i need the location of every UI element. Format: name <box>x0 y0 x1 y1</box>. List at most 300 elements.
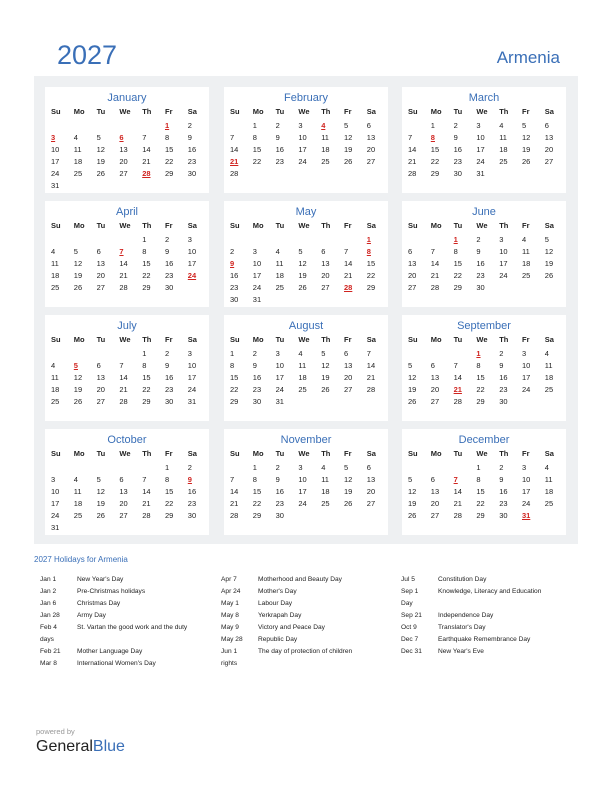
week-row <box>230 144 390 156</box>
day-cell: 29 <box>476 397 485 407</box>
empty-cell <box>51 120 74 132</box>
day-cell: 17 <box>298 145 307 155</box>
week-row <box>230 462 390 474</box>
day-cell: 9 <box>275 475 280 485</box>
day-cell: 30 <box>187 511 197 521</box>
weekday-label: Tu <box>453 107 463 116</box>
day-cell: 24 <box>298 157 307 167</box>
empty-cell <box>431 234 454 246</box>
weekday-label: Tu <box>96 107 106 116</box>
day-cell: 10 <box>187 361 197 371</box>
week-row <box>230 348 390 360</box>
week-row <box>408 234 568 246</box>
weekday-header <box>51 335 211 344</box>
day-cell: 25 <box>73 169 83 179</box>
day-cell: 5 <box>408 475 413 485</box>
empty-cell <box>230 120 253 132</box>
holiday-name: Army Day <box>77 612 106 619</box>
day-cell: 5 <box>544 235 549 244</box>
holiday-date: Jan 6 <box>40 600 57 607</box>
empty-cell <box>276 234 299 246</box>
day-cell: 27 <box>343 385 353 395</box>
day-cell: 27 <box>408 283 417 293</box>
day-cell: 1 <box>142 349 147 358</box>
weekday-label: Sa <box>366 107 376 116</box>
month-name: May <box>295 206 317 218</box>
day-cell: 24 <box>187 271 197 281</box>
day-cell: 28 <box>119 397 128 407</box>
day-cell: 28 <box>453 511 462 521</box>
holiday-date: Apr 7 <box>221 576 237 583</box>
empty-cell <box>230 462 253 474</box>
day-cell: 19 <box>298 271 307 281</box>
weekday-label: Th <box>142 107 152 116</box>
day-cell: 1 <box>430 121 435 130</box>
day-cell: 15 <box>164 487 174 497</box>
empty-cell <box>298 294 321 306</box>
week-row <box>51 270 211 282</box>
day-cell: 23 <box>187 499 197 509</box>
empty-cell <box>51 462 74 474</box>
day-cell: 7 <box>119 361 124 371</box>
day-cell: 21 <box>142 499 151 509</box>
holiday-row <box>401 622 576 634</box>
month-may <box>224 201 388 307</box>
weekday-label: Th <box>499 107 509 116</box>
weekday-label: We <box>476 449 488 458</box>
empty-cell <box>321 294 344 306</box>
day-cell: 17 <box>521 373 531 383</box>
weekday-label: Fr <box>521 449 530 458</box>
holiday-row <box>401 586 576 598</box>
empty-cell <box>119 234 142 246</box>
day-cell: 10 <box>187 247 197 257</box>
week-row <box>230 486 390 498</box>
weekday-label: Mo <box>252 335 264 344</box>
weekday-label: Tu <box>275 449 285 458</box>
weekday-label: Su <box>230 221 240 230</box>
day-cell: 22 <box>366 271 376 281</box>
weekday-label: Tu <box>453 335 463 344</box>
weekday-header <box>230 449 390 458</box>
weekday-label: We <box>119 107 131 116</box>
weekday-label: Tu <box>96 449 106 458</box>
day-cell: 31 <box>187 397 197 407</box>
day-cell: 23 <box>164 271 174 281</box>
day-cell: 7 <box>453 475 458 485</box>
day-cell: 21 <box>453 385 462 395</box>
day-cell: 4 <box>499 121 504 130</box>
weekday-label: Mo <box>430 335 442 344</box>
day-cell: 12 <box>343 475 353 485</box>
day-cell: 2 <box>187 121 192 130</box>
holiday-date: Apr 24 <box>221 588 241 595</box>
day-cell: 27 <box>366 157 376 167</box>
days-grid <box>230 234 390 307</box>
day-cell: 4 <box>521 235 527 244</box>
week-row <box>230 234 390 246</box>
day-cell: 19 <box>96 157 105 167</box>
week-row <box>408 246 568 258</box>
weekday-label: We <box>298 107 310 116</box>
day-cell: 23 <box>275 157 284 167</box>
day-cell: 12 <box>73 259 83 269</box>
day-cell: 26 <box>343 157 353 167</box>
day-cell: 20 <box>343 373 353 383</box>
day-cell: 5 <box>298 247 303 257</box>
week-row <box>230 396 390 408</box>
week-row <box>230 510 390 522</box>
weekday-label: Mo <box>73 107 85 116</box>
day-cell: 13 <box>96 373 105 383</box>
day-cell: 30 <box>275 511 284 521</box>
empty-cell <box>344 234 367 246</box>
day-cell: 29 <box>142 397 151 407</box>
day-cell: 1 <box>142 235 147 244</box>
day-cell: 21 <box>453 499 462 509</box>
day-cell: 3 <box>51 133 56 143</box>
weekday-label: Fr <box>343 449 352 458</box>
day-cell: 25 <box>521 271 531 281</box>
day-cell: 5 <box>343 463 349 472</box>
day-cell: 1 <box>252 121 257 130</box>
day-cell: 28 <box>453 397 462 407</box>
day-cell: 1 <box>252 463 257 472</box>
day-cell: 27 <box>321 283 330 293</box>
holiday-date: Dec 7 <box>401 636 419 643</box>
empty-cell <box>165 180 188 192</box>
week-row <box>408 360 568 372</box>
week-row <box>408 258 568 270</box>
day-cell: 29 <box>366 283 376 293</box>
day-cell: 15 <box>164 145 174 155</box>
weekday-label: Th <box>499 335 509 344</box>
week-row <box>51 360 211 372</box>
day-cell: 17 <box>275 373 284 383</box>
weekday-label: Sa <box>187 335 197 344</box>
day-cell: 1 <box>164 121 170 130</box>
day-cell: 24 <box>275 385 284 395</box>
day-cell: 20 <box>321 271 330 281</box>
empty-cell <box>298 510 321 522</box>
day-cell: 9 <box>453 133 458 143</box>
holiday-name: Victory and Peace Day <box>258 624 325 631</box>
weekday-label: Sa <box>544 107 554 116</box>
day-cell: 4 <box>51 361 56 371</box>
day-cell: 27 <box>119 511 128 521</box>
week-row <box>408 498 568 510</box>
empty-cell <box>119 348 142 360</box>
day-cell: 30 <box>164 397 174 407</box>
day-cell: 2 <box>164 235 170 244</box>
day-cell: 18 <box>544 487 554 497</box>
week-row <box>51 120 211 132</box>
day-cell: 18 <box>275 271 284 281</box>
day-cell: 20 <box>119 499 128 509</box>
day-cell: 3 <box>187 235 192 244</box>
empty-cell <box>97 234 120 246</box>
day-cell: 6 <box>544 121 549 130</box>
day-cell: 24 <box>51 511 60 521</box>
week-row <box>230 384 390 396</box>
holiday-name: Mother Language Day <box>77 648 143 655</box>
day-cell: 14 <box>366 361 376 371</box>
year-title: 2027 <box>57 40 118 70</box>
week-row <box>408 132 568 144</box>
day-cell: 15 <box>476 373 485 383</box>
day-cell: 12 <box>408 487 417 497</box>
day-cell: 10 <box>476 133 485 143</box>
week-row <box>408 510 568 522</box>
day-cell: 4 <box>321 121 326 130</box>
day-cell: 29 <box>164 511 174 521</box>
day-cell: 1 <box>476 463 481 472</box>
day-cell: 26 <box>544 271 554 281</box>
weekday-label: Mo <box>252 107 264 116</box>
weekday-label: Th <box>499 221 509 230</box>
weekday-label: Tu <box>275 221 285 230</box>
days-grid <box>408 234 568 294</box>
day-cell: 2 <box>252 349 257 358</box>
day-cell: 30 <box>164 283 174 293</box>
day-cell: 8 <box>366 247 371 257</box>
empty-cell <box>367 294 390 306</box>
day-cell: 13 <box>366 133 376 143</box>
day-cell: 16 <box>164 259 174 269</box>
holiday-name: Motherhood and Beauty Day <box>258 576 342 583</box>
day-cell: 7 <box>230 133 235 143</box>
day-cell: 22 <box>430 157 440 167</box>
holiday-row <box>221 586 399 598</box>
day-cell: 17 <box>51 157 60 167</box>
week-row <box>230 282 390 294</box>
week-row <box>230 120 390 132</box>
day-cell: 2 <box>453 121 458 130</box>
day-cell: 31 <box>252 295 262 305</box>
month-name: October <box>107 434 147 446</box>
day-cell: 8 <box>142 361 147 371</box>
day-cell: 29 <box>164 169 174 179</box>
holiday-row <box>221 574 399 586</box>
days-grid <box>230 348 390 408</box>
day-cell: 7 <box>430 247 435 257</box>
day-cell: 20 <box>96 271 105 281</box>
day-cell: 11 <box>275 259 284 269</box>
day-cell: 17 <box>298 487 307 497</box>
logo-text-general: General <box>36 738 93 755</box>
day-cell: 19 <box>408 385 417 395</box>
weekday-label: We <box>119 449 131 458</box>
day-cell: 22 <box>164 499 174 509</box>
days-grid <box>51 348 211 408</box>
day-cell: 12 <box>408 373 417 383</box>
day-cell: 2 <box>499 349 504 358</box>
day-cell: 2 <box>499 463 504 472</box>
day-cell: 30 <box>499 397 508 407</box>
day-cell: 8 <box>252 475 257 485</box>
weekday-label: Su <box>230 107 240 116</box>
day-cell: 13 <box>96 259 105 269</box>
day-cell: 6 <box>366 121 371 130</box>
day-cell: 29 <box>230 397 239 407</box>
week-row <box>51 486 211 498</box>
week-row <box>51 282 211 294</box>
day-cell: 16 <box>252 373 262 383</box>
day-cell: 22 <box>164 157 174 167</box>
day-cell: 5 <box>343 121 349 130</box>
day-cell: 17 <box>51 499 60 509</box>
day-cell: 22 <box>142 271 151 281</box>
week-row <box>408 372 568 384</box>
days-grid <box>408 120 568 180</box>
day-cell: 19 <box>521 145 531 155</box>
day-cell: 18 <box>544 373 554 383</box>
holiday-row <box>401 634 576 646</box>
weekday-label: Mo <box>252 221 264 230</box>
empty-cell <box>298 234 321 246</box>
day-cell: 7 <box>366 349 371 358</box>
day-cell: 2 <box>230 247 235 257</box>
empty-cell <box>74 180 97 192</box>
empty-cell <box>142 120 165 132</box>
generalblue-logo[interactable] <box>36 738 125 756</box>
day-cell: 10 <box>298 475 307 485</box>
week-row <box>230 498 390 510</box>
holiday-name: New Year's Eve <box>438 648 484 655</box>
holiday-name: Labour Day <box>258 600 293 607</box>
week-row <box>51 168 211 180</box>
day-cell: 11 <box>321 133 329 143</box>
empty-cell <box>408 120 431 132</box>
day-cell: 31 <box>476 169 485 179</box>
week-row <box>408 156 568 168</box>
weekday-label: Mo <box>73 449 85 458</box>
day-cell: 15 <box>476 487 485 497</box>
weekday-label: Sa <box>544 449 554 458</box>
holiday-row <box>40 598 218 610</box>
day-cell: 27 <box>119 169 128 179</box>
weekday-label: We <box>476 221 488 230</box>
day-cell: 2 <box>187 463 192 472</box>
weekday-label: Fr <box>164 449 173 458</box>
day-cell: 13 <box>119 487 128 497</box>
empty-cell <box>142 522 165 534</box>
week-row <box>51 522 211 534</box>
day-cell: 29 <box>142 283 151 293</box>
holiday-name <box>258 658 399 670</box>
holiday-date: Jul 5 <box>401 576 415 583</box>
weekday-header <box>230 107 390 116</box>
holiday-name: Translator's Day <box>438 624 486 631</box>
weekday-label: We <box>298 449 310 458</box>
day-cell: 29 <box>252 511 262 521</box>
day-cell: 31 <box>51 523 60 533</box>
week-row <box>408 474 568 486</box>
holiday-date: May 1 <box>221 600 239 607</box>
day-cell: 25 <box>544 385 554 395</box>
day-cell: 9 <box>187 133 192 143</box>
day-cell: 6 <box>119 475 124 485</box>
day-cell: 15 <box>142 259 151 269</box>
empty-cell <box>119 120 142 132</box>
weekday-label: Th <box>321 335 331 344</box>
week-row <box>408 144 568 156</box>
empty-cell <box>298 168 321 180</box>
weekday-label: Sa <box>187 449 197 458</box>
holiday-column <box>401 574 576 658</box>
holiday-date: Oct 9 <box>401 624 417 631</box>
holiday-date: Jan 28 <box>40 612 60 619</box>
day-cell: 13 <box>119 145 128 155</box>
day-cell: 26 <box>321 385 330 395</box>
holiday-date: Dec 31 <box>401 648 422 655</box>
empty-cell <box>522 282 545 294</box>
weekday-label: We <box>476 107 488 116</box>
empty-cell <box>97 120 120 132</box>
holiday-name: Knowledge, Literacy and Education <box>438 588 542 595</box>
day-cell: 11 <box>521 247 530 257</box>
weekday-label: Su <box>51 449 61 458</box>
day-cell: 14 <box>142 145 151 155</box>
day-cell: 20 <box>119 157 128 167</box>
weekday-label: Su <box>51 335 61 344</box>
empty-cell <box>545 168 568 180</box>
week-row <box>230 294 390 306</box>
week-row <box>408 396 568 408</box>
holiday-row <box>40 586 218 598</box>
day-cell: 16 <box>164 373 174 383</box>
empty-cell <box>97 348 120 360</box>
empty-cell <box>499 282 522 294</box>
day-cell: 3 <box>476 121 481 130</box>
empty-cell <box>454 348 477 360</box>
week-row <box>230 270 390 282</box>
month-july <box>45 315 209 421</box>
holiday-name: St. Vartan the good work and the duty <box>77 624 188 631</box>
empty-cell <box>298 396 321 408</box>
week-row <box>230 246 390 258</box>
day-cell: 20 <box>430 385 440 395</box>
day-cell: 12 <box>96 487 105 497</box>
day-cell: 28 <box>230 511 239 521</box>
days-grid <box>230 462 390 522</box>
day-cell: 10 <box>298 133 307 143</box>
holiday-row <box>401 574 576 586</box>
week-row <box>408 282 568 294</box>
week-row <box>230 372 390 384</box>
day-cell: 2 <box>164 349 170 358</box>
day-cell: 19 <box>73 271 83 281</box>
day-cell: 16 <box>476 259 485 269</box>
day-cell: 22 <box>230 385 239 395</box>
day-cell: 21 <box>142 157 151 167</box>
day-cell: 26 <box>298 283 307 293</box>
empty-cell <box>74 120 97 132</box>
day-cell: 26 <box>521 157 531 167</box>
days-grid <box>408 348 568 408</box>
holiday-name: Constitution Day <box>438 576 487 583</box>
day-cell: 15 <box>230 373 239 383</box>
holiday-row <box>221 610 399 622</box>
holiday-column <box>221 574 399 670</box>
day-cell: 16 <box>230 271 239 281</box>
holiday-name: Earthquake Remembrance Day <box>438 636 531 643</box>
day-cell: 17 <box>476 145 485 155</box>
day-cell: 6 <box>343 349 349 358</box>
day-cell: 31 <box>521 511 531 521</box>
week-row <box>230 474 390 486</box>
day-cell: 16 <box>499 373 508 383</box>
